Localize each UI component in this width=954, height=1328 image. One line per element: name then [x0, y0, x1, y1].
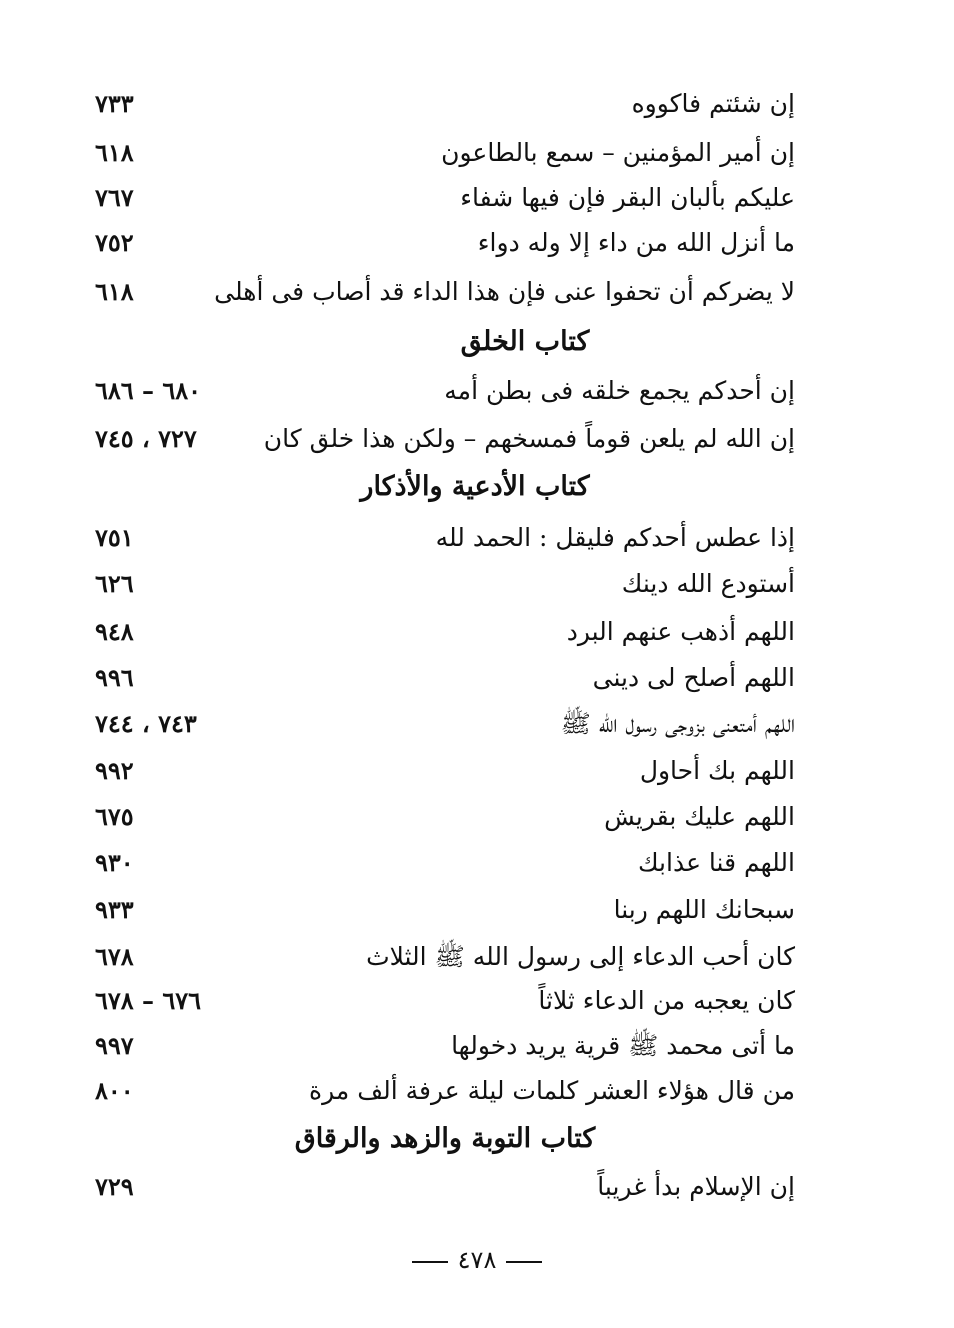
page-reference: ٧٥٢ — [95, 228, 134, 257]
hadith-text: إن الله لم يلعن قوماً فمسخهم – ولكن هذا خلق كان — [263, 424, 795, 453]
hadith-text: اللهم بك أحاول — [639, 756, 795, 785]
page-reference: ٩٣٣ — [95, 895, 134, 924]
page-reference: ٦٢٦ — [95, 569, 134, 598]
hadith-text: عليكم بألبان البقر فإن فيها شفاء — [460, 183, 795, 212]
index-entry — [95, 564, 795, 604]
index-entry — [95, 133, 795, 173]
index-entry — [95, 797, 795, 837]
page-reference: ٦٨٠ – ٦٨٦ — [95, 376, 202, 405]
page-reference: ٦٧٨ — [95, 942, 134, 971]
hadith-text: اللهم أذهب عنهم البرد — [566, 617, 795, 646]
footer-dash — [506, 1261, 542, 1263]
hadith-text: كان أحب الدعاء إلى رسول الله ﷺ الثلاث — [366, 942, 795, 971]
page-reference: ٦١٨ — [95, 277, 134, 306]
hadith-text: إن شئتم فاكووه — [631, 89, 795, 118]
index-entry — [95, 272, 795, 312]
page-number-footer — [0, 1240, 954, 1280]
index-entry — [95, 223, 795, 263]
index-entry — [95, 371, 795, 411]
hadith-text: إن أمير المؤمنين – سمع بالطاعون — [441, 138, 795, 167]
page-number: ٤٧٨ — [457, 1246, 497, 1274]
hadith-text: اللهم قنا عذابك — [637, 848, 795, 877]
page-reference: ٩٩٦ — [95, 663, 134, 692]
index-entry — [95, 419, 795, 459]
index-entry — [95, 178, 795, 218]
page-reference: ٧٦٧ — [95, 183, 134, 212]
index-entry — [95, 612, 795, 652]
page-reference: ٧٥١ — [95, 523, 134, 552]
hadith-text: اللهم أمتعنى بزوجى رسول الله ﷺ — [560, 709, 795, 738]
hadith-text: اللهم أصلح لى دينى — [592, 663, 795, 692]
page-reference: ٦٧٥ — [95, 802, 134, 831]
page-reference: ٩٩٧ — [95, 1031, 134, 1060]
hadith-text: ما أتى محمد ﷺ قرية يريد دخولها — [451, 1031, 795, 1060]
index-entry — [95, 937, 795, 977]
index-entry — [95, 981, 795, 1021]
index-entry — [95, 890, 795, 930]
section-heading: كتاب التوبة والزهد والرقاق — [294, 1123, 596, 1154]
hadith-text: ما أنزل الله من داء إلا وله دواء — [477, 228, 795, 257]
hadith-text: إذا عطس أحدكم فليقل : الحمد لله — [435, 523, 795, 552]
index-entry — [95, 518, 795, 558]
hadith-text: إن أحدكم يجمع خلقه فى بطن أمه — [444, 376, 795, 405]
index-entry — [95, 704, 795, 744]
index-entry — [95, 843, 795, 883]
hadith-text: من قال هؤلاء العشر كلمات ليلة عرفة ألف مرة — [309, 1076, 795, 1105]
page-reference: ٧٢٧ ، ٧٤٥ — [95, 424, 197, 453]
hadith-text: سبحانك اللهم ربنا — [613, 895, 795, 924]
section-heading: كتاب الخلق — [460, 326, 590, 357]
page-reference: ٧٣٣ — [95, 89, 134, 118]
index-entry — [95, 751, 795, 791]
page-reference: ٦٧٦ – ٦٧٨ — [95, 986, 202, 1015]
index-entry — [95, 1167, 795, 1207]
page-reference: ٩٣٠ — [95, 848, 134, 877]
index-entry — [95, 84, 795, 124]
footer-dash — [412, 1261, 448, 1263]
index-entry — [95, 1026, 795, 1066]
index-entry — [95, 1071, 795, 1111]
hadith-text: لا يضركم أن تحفوا عنى فإن هذا الداء قد أصاب فى أهلى — [214, 277, 795, 306]
hadith-text: اللهم عليك بقريش — [604, 802, 795, 831]
page-reference: ٩٩٢ — [95, 756, 134, 785]
page-reference: ٧٢٩ — [95, 1172, 134, 1201]
hadith-text: كان يعجبه من الدعاء ثلاثاً — [538, 986, 795, 1015]
hadith-text: إن الإسلام بدأ غريباً — [597, 1172, 795, 1201]
index-entry — [95, 658, 795, 698]
section-heading: كتاب الأدعية والأذكار — [360, 471, 590, 502]
page-reference: ٩٤٨ — [95, 617, 134, 646]
hadith-text: أستودع الله دينك — [621, 569, 795, 598]
page-reference: ٨٠٠ — [95, 1076, 134, 1105]
page-reference: ٦١٨ — [95, 138, 134, 167]
page-reference: ٧٤٣ ، ٧٤٤ — [95, 709, 197, 738]
